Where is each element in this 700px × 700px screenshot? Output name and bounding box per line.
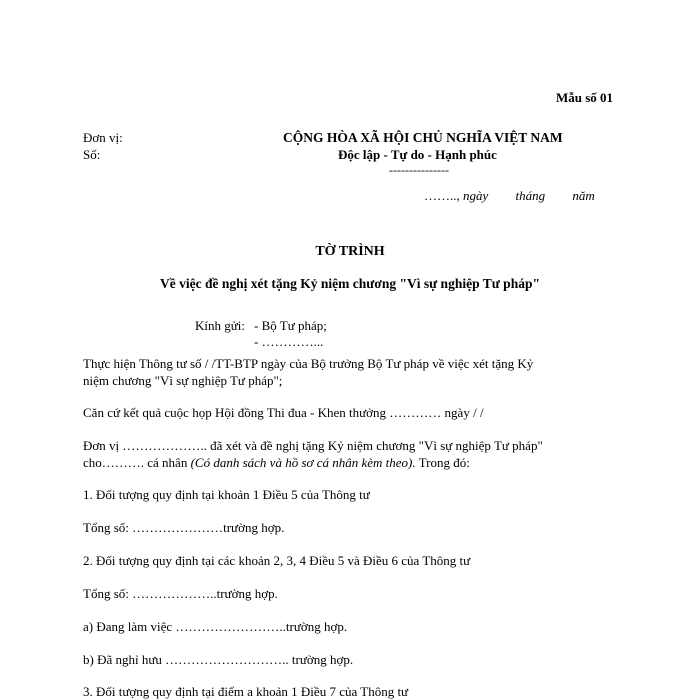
number-label: Số:	[83, 147, 101, 162]
paragraph-implementation-line2: niệm chương "Vì sự nghiệp Tư pháp";	[83, 373, 283, 388]
recipient-ministry: - Bộ Tư pháp;	[254, 318, 327, 333]
paragraph-unit-count: cho………. cá nhân	[83, 455, 191, 470]
item-2-retired: b) Đã nghỉ hưu ……………………….. trường hợp.	[83, 652, 354, 667]
motto: Độc lập - Tự do - Hạnh phúc	[338, 147, 497, 162]
date-dots: ……..,	[424, 188, 460, 203]
paragraph-unit-line1: Đơn vị ……………….. đã xét và đề nghị tặng Kỷ niệm chương "Vì sự nghiệp Tư pháp"	[83, 438, 543, 453]
date-day: ngày	[463, 188, 489, 203]
item-2-total: Tổng số: ………………..trường hợp.	[83, 586, 278, 601]
paragraph-basis: Căn cứ kết quả cuộc họp Hội đồng Thi đua - Khen thưởng ………… ngày / /	[83, 405, 484, 420]
date-year: năm	[572, 188, 595, 203]
unit-label: Đơn vị:	[83, 130, 123, 145]
paragraph-unit-note: (Có danh sách và hồ sơ cá nhân kèm theo).	[190, 455, 416, 470]
recipient-other: - …………...	[254, 334, 324, 349]
date-month: tháng	[515, 188, 546, 203]
recipients-label: Kính gửi:	[195, 318, 246, 333]
item-1: 1. Đối tượng quy định tại khoản 1 Điều 5 của Thông tư	[83, 487, 370, 502]
form-number: Mẫu số 01	[556, 90, 614, 105]
document-title: TỜ TRÌNH	[315, 244, 385, 259]
document-subject: Về việc đề nghị xét tặng Kỷ niệm chương "Vì sự nghiệp Tư pháp"	[160, 276, 540, 291]
paragraph-unit-line2	[83, 455, 470, 471]
item-3: 3. Đối tượng quy định tại điểm a khoản 1 Điều 7 của Thông tư	[83, 684, 409, 699]
item-2: 2. Đối tượng quy định tại các khoản 2, 3, 4 Điều 5 và Điều 6 của Thông tư	[83, 553, 471, 568]
paragraph-unit-tail: Trong đó:	[415, 455, 470, 470]
date-line	[424, 188, 595, 204]
paragraph-implementation-line1: Thực hiện Thông tư số / /TT-BTP ngày của Bộ trưởng Bộ Tư pháp về việc xét tặng Kỷ	[83, 356, 534, 371]
item-2-working: a) Đang làm việc ……………………..trường hợp.	[83, 619, 348, 634]
motto-rule: ---------------	[389, 163, 449, 177]
item-1-total: Tổng số: …………………trường hợp.	[83, 520, 285, 535]
nation-title: CỘNG HÒA XÃ HỘI CHỦ NGHĨA VIỆT NAM	[283, 130, 563, 145]
